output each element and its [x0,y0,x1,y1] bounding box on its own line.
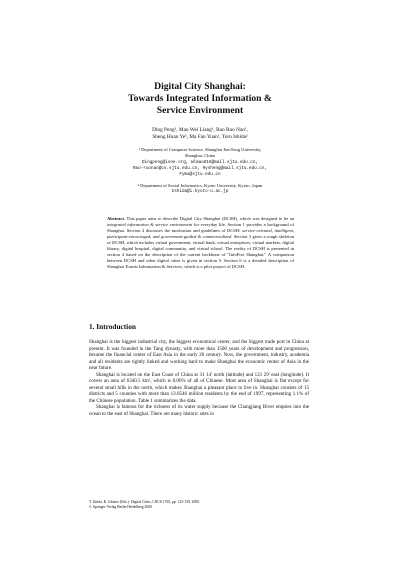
affiliation-1-email-line-3: Fyma@sjtu.edu.cn [179,172,221,178]
paragraph-3: Shanghai is famous for the richness of its water supply because the Changjiang River empties into the ocean to the east of Shanghai. There are many historic sites in [89,404,309,417]
abstract-text-part-2: for everyday life. Section 1 provides a background of Shanghai. Section 2 discusses the motivation and guidelines of DCSH: [107,222,294,234]
affiliation-2-name: ² Department of Social Informatics, Kyoto University, Kyoto, Japan [137,183,263,188]
abstract [107,216,294,270]
affiliation-2-email: Ishida@i.kyoto-u.ac.jp [171,189,229,195]
paragraph-2: Shanghai is located on the East Coast of China at 31 14' north (latitude) and 121 29' east (longitude). It covers an area of 6340.5 km², which is 0.06% of all of Chinese. Most area of Shanghai is flat except for several small hills in the north, which makes Shanghai a pleasant place to live in. Shanghai consists of 15 districts and 5 counties with more than 13.0546 million residents by the end of 1997, representing 1.1% of the Chinese population. Table 1 summarizes the data. [89,371,309,404]
footer-copyright: © Springer-Verlag Berlin Heidelberg 2000 [89,505,152,509]
affiliation-1-email-line-1: Dingpeng@isee.org, Wlmao816@mail.sjtu.edu.cn, [141,159,259,165]
footer-citation: T. Ishida, K. Isbister (Eds.): Digital Cities, LNCS 1765, pp. 125-139, 2000. [89,500,200,504]
affiliation-1-city: Shanghai, China [184,153,216,159]
author-line-2: Sheng Huan Ye¹, Ma Fan Yuan¹, Toru Ishida² [152,134,248,141]
section-heading-introduction: 1. Introduction [89,322,136,331]
abstract-emphasis-2: service-oriented, intelligent, participant-encouraged, and government-guided & commercialized [107,228,295,240]
page-footer [89,500,309,510]
author-list [0,127,400,141]
abstract-text-part-3: . Section 3 gives a rough skeleton of DCSH, which includes virtual government, virtual bank, virtual enterprises, virtual markets, digital library, digital hospital, digital community, and virtual school. The reality of DCSH is presented in section 4 based on the description of the current backbone of "InfoPort Shanghai." A comparison between DCSH and other digital cities is given in section 5. Section 6 is a detailed description of Shanghai Tourist Information & Services, which is a pilot project of DCSH. [107,234,295,270]
paper-title-line-1: Digital City Shanghai: [154,81,246,92]
affiliation-2 [0,183,400,196]
author-line-1: Ding Peng¹, Mao Wei Liang¹, Rao Ruo Nan¹, [152,127,248,133]
affiliation-1-email-line-2: Rao-ruonan@cs.sjtu.edu.cn, Hysheng@mail.sjtu.edu.cn, [132,165,268,171]
abstract-label: Abstract. [107,216,126,221]
affiliation-1 [0,147,400,178]
paragraph-1: Shanghai is the biggest industrial city, the biggest economical center, and the biggest trade port in China at present. It was founded in the Tang dynasty, with more than 1500 years of development and progression, became the financial center of East Asia in the early 20 century. Now, the government, industry, academia and all residents are tightly linked and working hard to make Shanghai the economic center of Asia in the near future. [89,339,309,371]
affiliation-1-name: ¹ Department of Computer Science, Shanghai JiaoTong University, [138,147,262,152]
paper-title-line-2: Towards Integrated Information & [128,93,272,104]
introduction-body [89,339,309,417]
abstract-text-part-1: This paper aims to describe Digital City Shanghai (DCSH), which was designed to be an [125,216,294,221]
paper-title-line-3: Service Environment [156,105,244,116]
abstract-emphasis-1: integrated information & service environment [107,222,193,228]
